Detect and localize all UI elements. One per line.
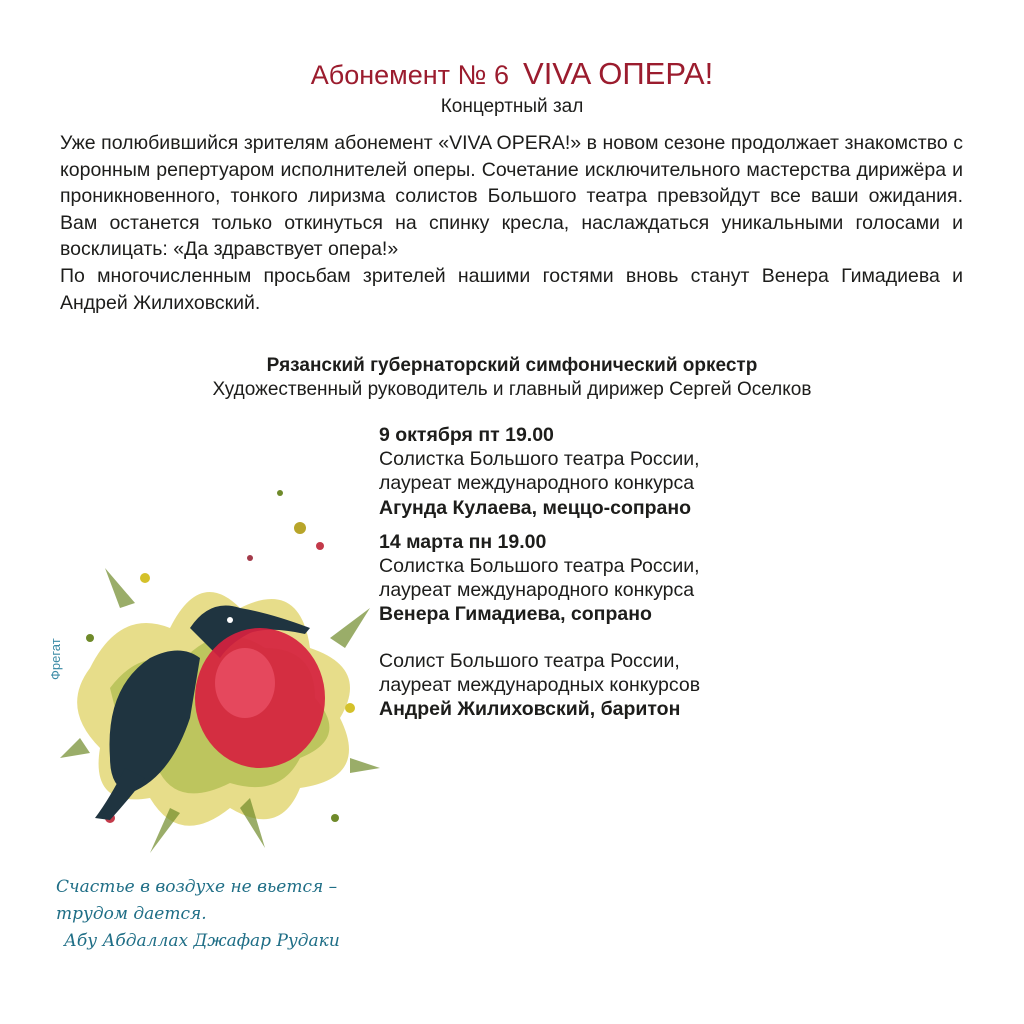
quote-line: Счастье в воздухе не вьется – [56,877,338,897]
performer-role: Солист Большого театра России, [379,649,680,672]
conductor-line: Художественный руководитель и главный дирижер Сергей Оселков [212,379,812,400]
concert-item [379,530,979,627]
frigate-bird-icon [50,458,380,858]
subscription-name: VIVA ОПЕРА! [523,56,714,91]
quote-line: трудом дается. [56,904,207,924]
orchestra-info [0,354,1024,402]
concert-list [379,423,979,731]
intro-text [60,130,963,316]
performer-name: Венера Гимадиева, сопрано [379,603,652,626]
concert-item [379,649,979,722]
concert-date: 9 октября пт 19.00 [379,424,554,446]
page-title [0,54,1024,100]
performer-award: лауреат международного конкурса [379,579,695,602]
illustration-caption: Фрегат [48,638,63,680]
performer-award: лауреат международного конкурса [379,472,695,495]
orchestra-name: Рязанский губернаторский симфонический оркестр [266,355,758,376]
intro-paragraph: Уже полюбившийся зрителям абонемент «VIVA OPERA!» в новом сезоне продолжает знакомство с коронным репертуаром исполнителей оперы. Сочетание исключительного мастерства дирижёра и проникновенного, тонкого лиризма солистов Большого театра превзойдут все ваши ожидания. Вам останется только откинуться на спинку кресла, наслаждаться уникальными голосами и восклицать: «Да здравствует опера!» [60,132,963,261]
performer-name: Агунда Кулаева, меццо-сопрано [379,496,692,519]
concert-date: 14 марта пн 19.00 [379,530,547,553]
performer-award: лауреат международных конкурсов [379,673,701,696]
performer-role: Солистка Большого театра России, [379,448,700,471]
concert-item [379,423,979,520]
quote [56,874,376,955]
performer-name: Андрей Жилиховский, баритон [379,698,681,721]
quote-author: Абу Абдаллах Джафар Рудаки [64,931,340,951]
performer-role: Солистка Большого театра России, [379,555,700,578]
subscription-number: Абонемент № 6 [310,60,510,90]
venue: Концертный зал [440,96,584,117]
intro-paragraph: По многочисленным просьбам зрителей нашими гостями вновь станут Венера Гимадиева и Андрей Жилиховский. [60,264,963,314]
